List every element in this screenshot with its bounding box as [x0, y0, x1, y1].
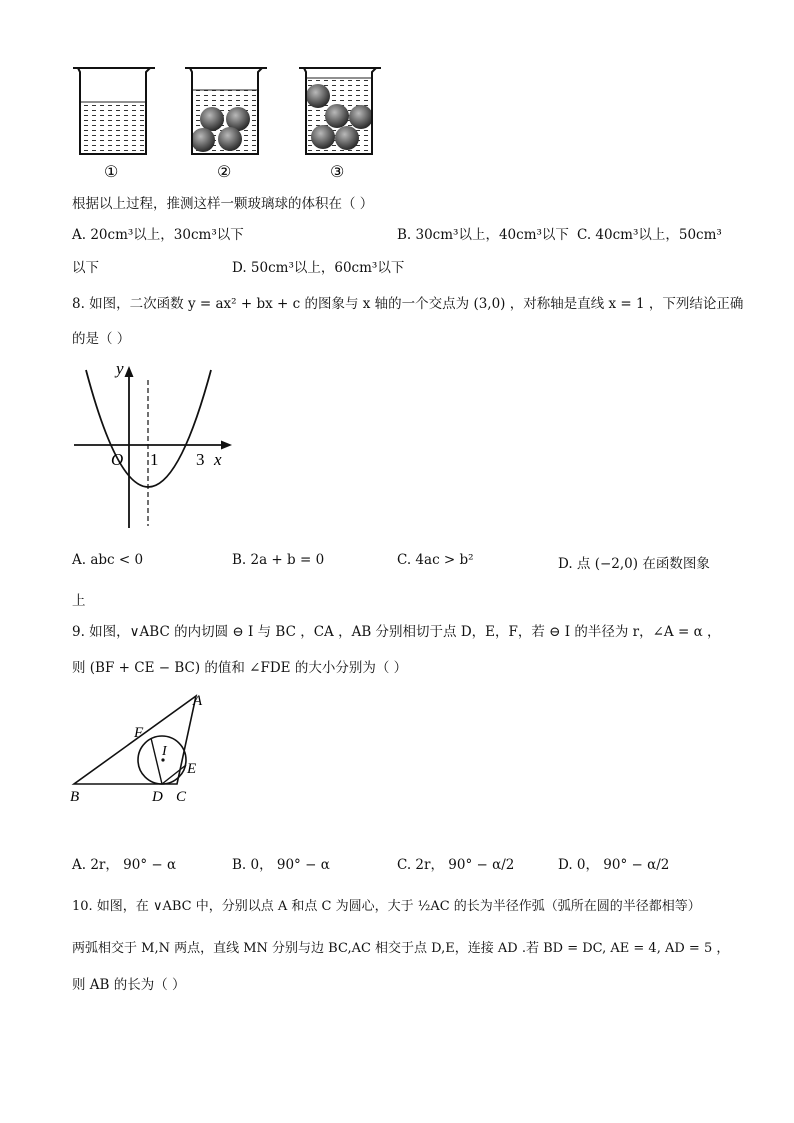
- q9-stem-line2: 则 (BF + CE − BC) 的值和 ∠FDE 的大小分别为（ ）: [72, 660, 408, 676]
- q9-option-a: A. 2r， 90° − α: [72, 857, 177, 873]
- q10-stem-line2: 两弧相交于 M,N 两点，直线 MN 分别与边 BC,AC 相交于点 D,E，连接 AD .若 BD = DC, AE = 4, AD = 5 ，: [72, 941, 730, 956]
- beaker-label-3: ③: [330, 164, 345, 181]
- fig-label-E: E: [187, 761, 197, 777]
- beaker-label-1: ①: [104, 164, 119, 181]
- incircle-figure: [66, 686, 226, 806]
- q10-stem-line3: 则 AB 的长为（ ）: [72, 977, 186, 993]
- q10-stem-line1: 10. 如图，在 ∨ABC 中，分别以点 A 和点 C 为圆心，大于 ½AC 的长为半径作弧（弧所在圆的半径都相等）: [72, 899, 701, 914]
- fig-label-A: A: [193, 693, 203, 709]
- q9-stem-line1: 9. 如图，∨ABC 的内切圆 ⊖ I 与 BC ，CA ，AB 分别相切于点 D，E，F，若 ⊖ I 的半径为 r，∠A = α ，: [72, 624, 721, 640]
- fig-label-B: B: [70, 789, 80, 805]
- q8-stem-line1: 8. 如图，二次函数 y = ax² + bx + c 的图象与 x 轴的一个交点为 (3,0) ，对称轴是直线 x = 1 ，下列结论正确: [72, 296, 744, 312]
- q8-option-a: A. abc < 0: [72, 552, 144, 568]
- q9-option-d: D. 0， 90° − α/2: [558, 857, 670, 873]
- beaker-3: [299, 68, 381, 154]
- q7-option-c-cont: 以下: [72, 260, 99, 276]
- q8-option-d: D. 点 (−2,0) 在函数图象: [558, 556, 710, 572]
- beaker-label-2: ②: [217, 164, 232, 181]
- q7-option-b: B. 30cm³以上，40cm³以下: [397, 227, 569, 243]
- fig-label-C: C: [176, 789, 187, 805]
- q9-option-b: B. 0， 90° − α: [232, 857, 330, 873]
- fig-label-D: D: [152, 789, 163, 805]
- beakers-figure: [60, 58, 400, 183]
- fig-label-F: F: [134, 725, 144, 741]
- q8-option-c: C. 4ac > b²: [397, 552, 474, 568]
- graph-y-label: y: [116, 359, 124, 378]
- graph-tick-1: 1: [150, 450, 159, 469]
- q7-option-c: C. 40cm³以上，50cm³: [577, 227, 722, 243]
- q8-option-b: B. 2a + b = 0: [232, 552, 325, 568]
- q9-option-c: C. 2r， 90° − α/2: [397, 857, 515, 873]
- fig-label-I: I: [162, 744, 167, 759]
- graph-x-label: x: [214, 450, 222, 469]
- q7-option-a: A. 20cm³以上，30cm³以下: [72, 227, 244, 243]
- q7-stem: 根据以上过程，推测这样一颗玻璃球的体积在（ ）: [72, 196, 374, 212]
- q7-option-d: D. 50cm³以上，60cm³以下: [232, 260, 405, 276]
- graph-tick-3: 3: [196, 450, 205, 469]
- beaker-1: [73, 68, 155, 154]
- q8-stem-line2: 的是（ ）: [72, 331, 131, 347]
- graph-origin-label: O: [111, 450, 124, 469]
- q8-option-d-cont: 上: [72, 593, 86, 609]
- beaker-2: [185, 68, 267, 154]
- parabola-graph: [66, 356, 246, 536]
